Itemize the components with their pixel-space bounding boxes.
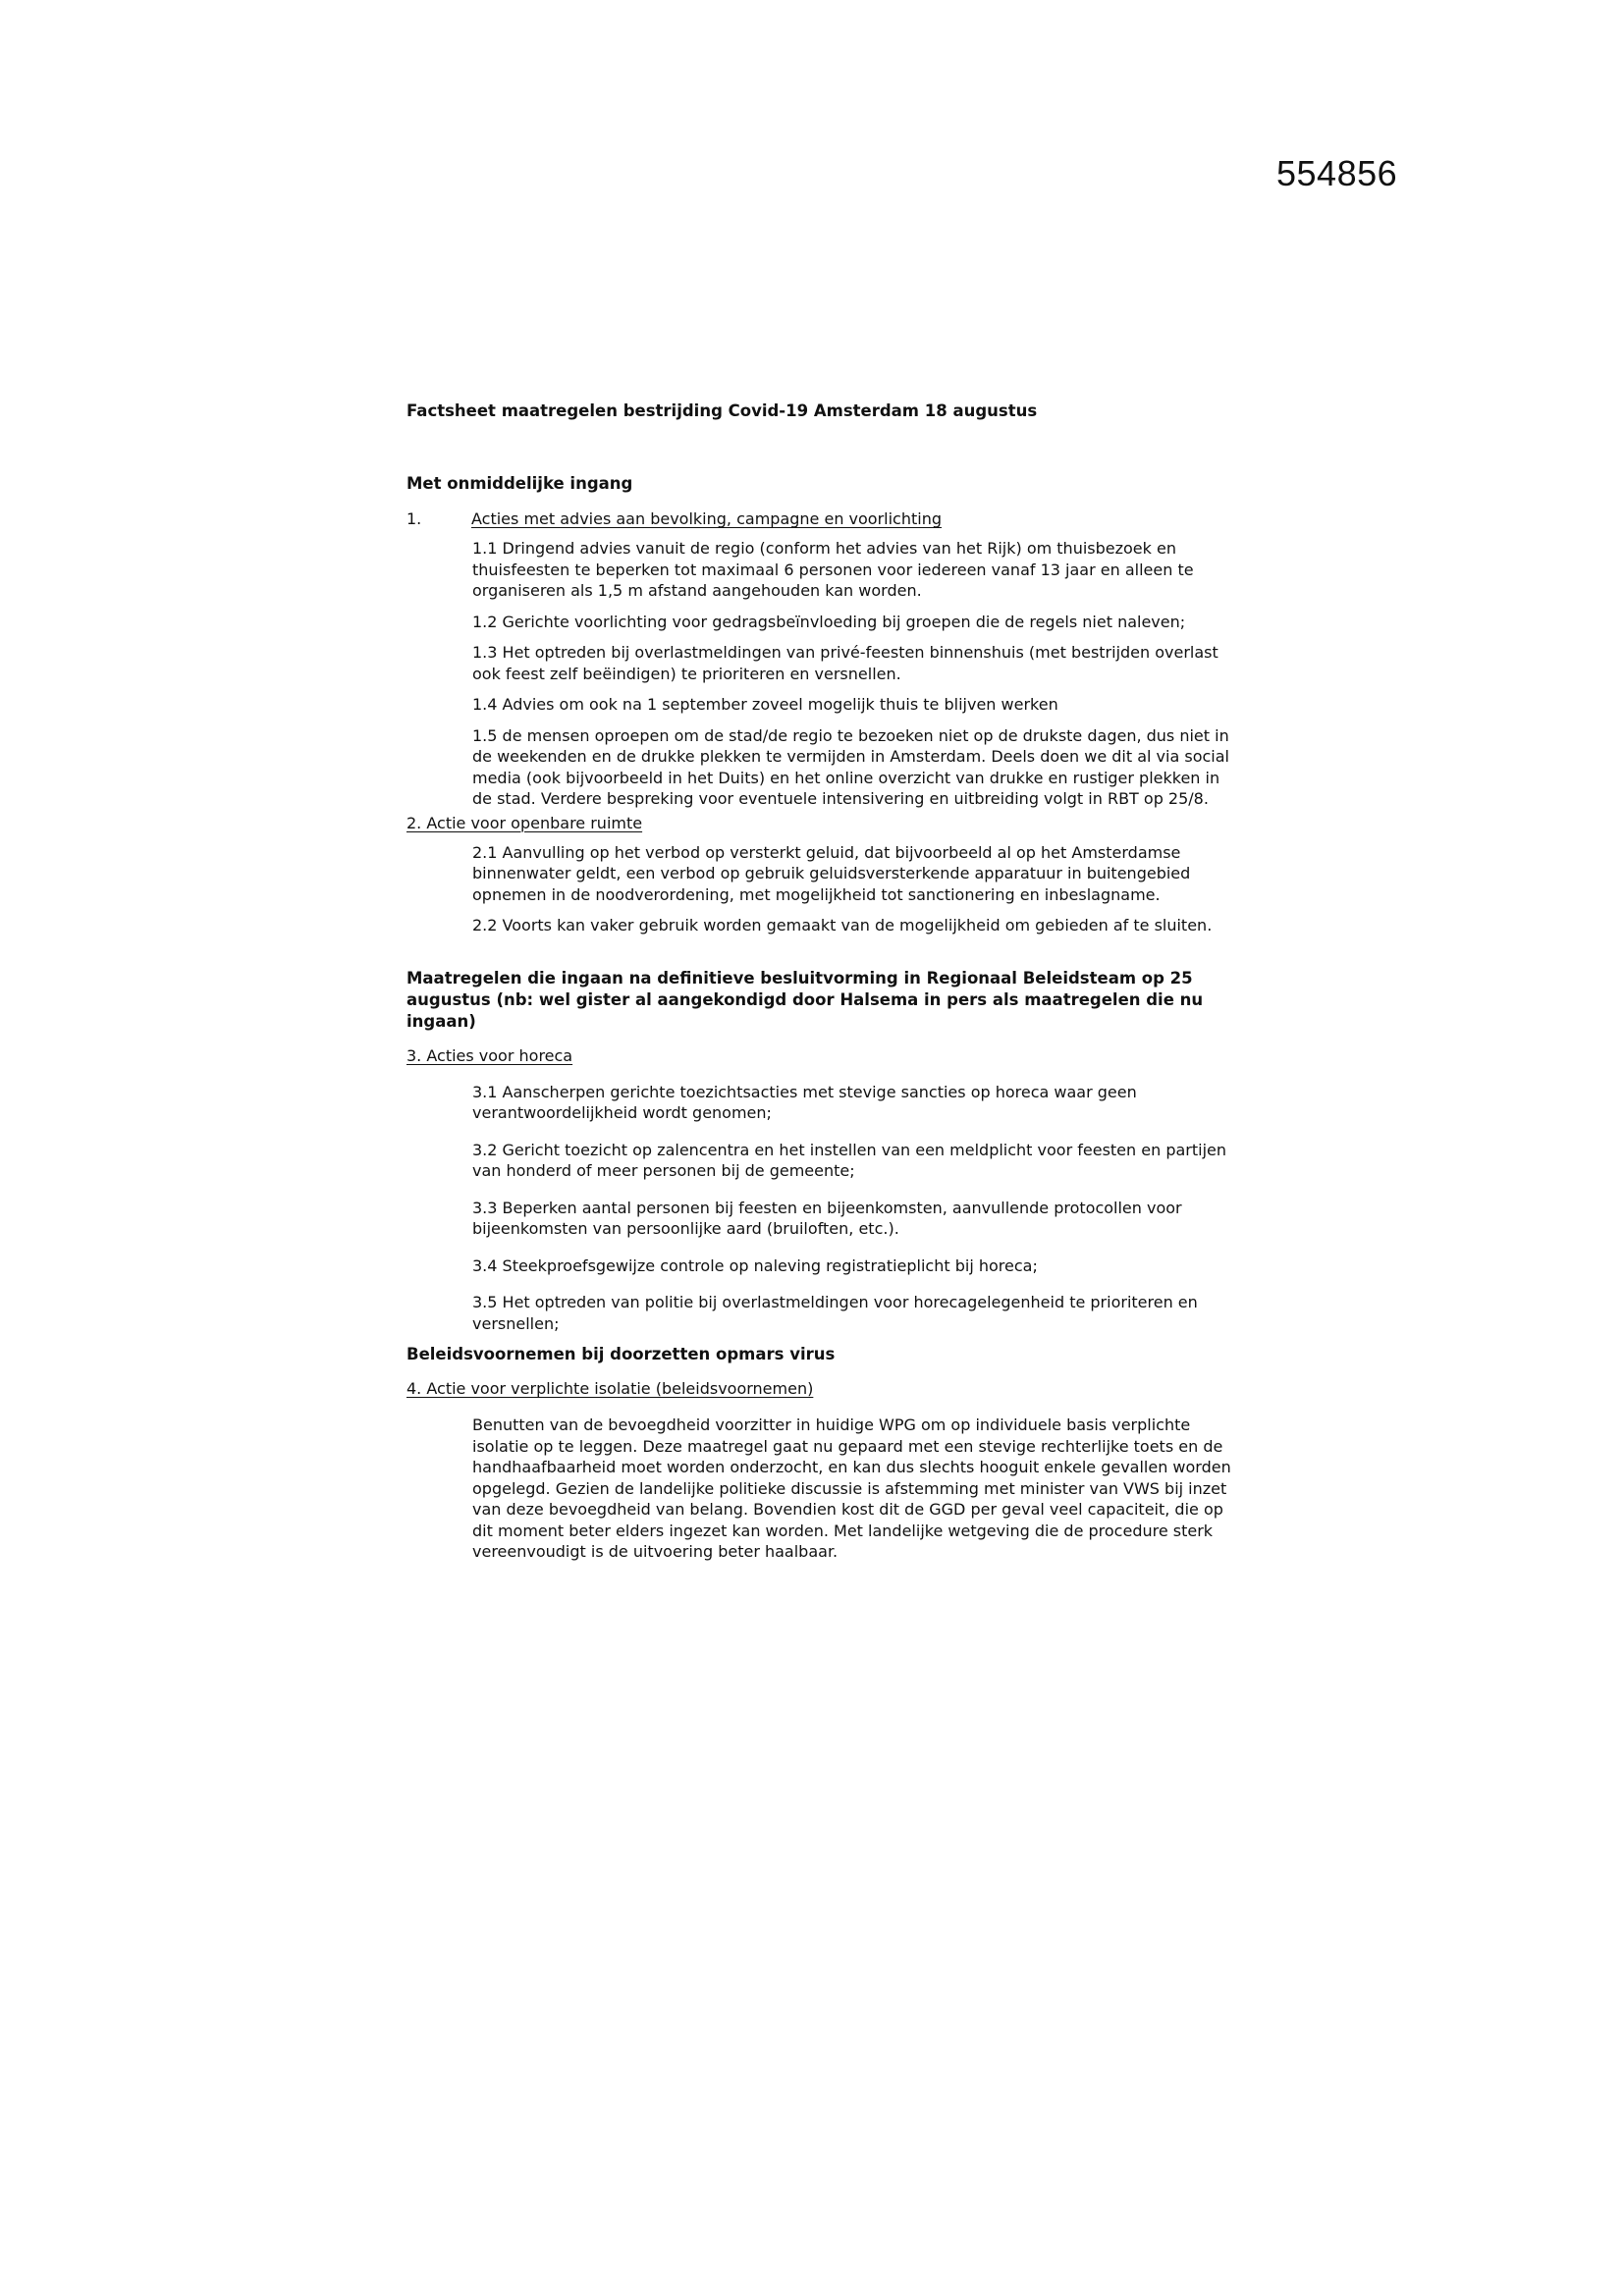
section-3-heading: 3. Acties voor horeca (406, 1045, 573, 1065)
section-1 (406, 508, 1241, 810)
section-2 (406, 813, 1241, 936)
heading-pending-measures: Maatregelen die ingaan na definitieve besluitvorming in Regionaal Beleidsteam op 25 augustus (nb: wel gister al aangekondigd door Halsema in pers als maatregelen die nu ingaan) (406, 968, 1204, 1031)
document-title: Factsheet maatregelen bestrijding Covid-19 Amsterdam 18 augustus (406, 401, 1038, 420)
heading-policy-intention: Beleidsvoornemen bij doorzetten opmars virus (406, 1345, 836, 1363)
document-number: 554856 (1276, 153, 1398, 193)
document-body (406, 400, 1241, 1563)
item-1-1: 1.1 Dringend advies vanuit de regio (conform het advies van het Rijk) om thuisbezoek en thuisfeesten te beperken tot maximaal 6 personen voor iedereen vanaf 13 jaar en alleen te organiseren als 1,5 m afstand aangehouden kan worden. (472, 539, 1194, 600)
item-3-3: 3.3 Beperken aantal personen bij feesten en bijeenkomsten, aanvullende protocollen voor bijeenkomsten van persoonlijke aard (bruiloften, etc.). (472, 1198, 1182, 1238)
section-4 (406, 1378, 1241, 1563)
item-1-3: 1.3 Het optreden bij overlastmeldingen van privé-feesten binnenshuis (met bestrijden overlast ook feest zelf beëindigen) te prioriteren en versnellen. (472, 643, 1218, 683)
item-1-5: 1.5 de mensen oproepen om de stad/de regio te bezoeken niet op de drukste dagen, dus niet in de weekenden en de drukke plekken te vermijden in Amsterdam. Deels doen we dit al via social media (ook bijvoorbeeld in het Duits) en het online overzicht van drukke en rustiger plekken in de stad. Verdere bespreking voor eventuele intensivering en uitbreiding volgt in RBT op 25/8. (472, 725, 1229, 808)
item-3-2: 3.2 Gericht toezicht op zalencentra en het instellen van een meldplicht voor feesten en partijen van honderd of meer personen bij de gemeente; (472, 1140, 1226, 1180)
item-3-5: 3.5 Het optreden van politie bij overlastmeldingen voor horecagelegenheid te prioriteren en versnellen; (472, 1293, 1198, 1333)
section-3 (406, 1045, 1241, 1335)
section-1-heading (406, 508, 942, 529)
section-4-heading: 4. Actie voor verplichte isolatie (beleidsvoornemen) (406, 1379, 814, 1398)
section-2-heading: 2. Actie voor openbare ruimte (406, 813, 643, 832)
item-2-2: 2.2 Voorts kan vaker gebruik worden gemaakt van de mogelijkheid om gebieden af te sluiten. (472, 916, 1213, 934)
item-1-2: 1.2 Gerichte voorlichting voor gedragsbeïnvloeding bij groepen die de regels niet naleven; (472, 612, 1186, 631)
section-1-number: 1. (406, 509, 422, 528)
heading-immediate: Met onmiddelijke ingang (406, 474, 633, 493)
section-1-label: Acties met advies aan bevolking, campagne en voorlichting (471, 509, 943, 528)
item-4-1: Benutten van de bevoegdheid voorzitter in huidige WPG om op individuele basis verplichte isolatie op te leggen. Deze maatregel gaat nu gepaard met een stevige rechterlijke toets en de handhaafbaarheid moet worden onderzocht, en kan dus slechts hooguit enkele gevallen worden opgelegd. Gezien de landelijke politieke discussie is afstemming met minister van VWS bij inzet van deze bevoegdheid van belang. Bovendien kost dit de GGD per geval veel capaciteit, die op dit moment beter elders ingezet kan worden. Met landelijke wetgeving die de procedure sterk vereenvoudigt is de uitvoering beter haalbaar. (472, 1415, 1231, 1561)
item-3-1: 3.1 Aanscherpen gerichte toezichtsacties met stevige sancties op horeca waar geen verantwoordelijkheid wordt genomen; (472, 1082, 1137, 1122)
item-2-1: 2.1 Aanvulling op het verbod op versterkt geluid, dat bijvoorbeeld al op het Amsterdamse binnenwater geldt, een verbod op gebruik geluidsversterkende apparatuur in buitengebied opnemen in de noodverordening, met mogelijkheid tot sanctionering en inbeslagname. (472, 842, 1191, 904)
item-3-4: 3.4 Steekproefsgewijze controle op naleving registratieplicht bij horeca; (472, 1255, 1038, 1275)
item-1-4: 1.4 Advies om ook na 1 september zoveel mogelijk thuis te blijven werken (472, 695, 1058, 714)
